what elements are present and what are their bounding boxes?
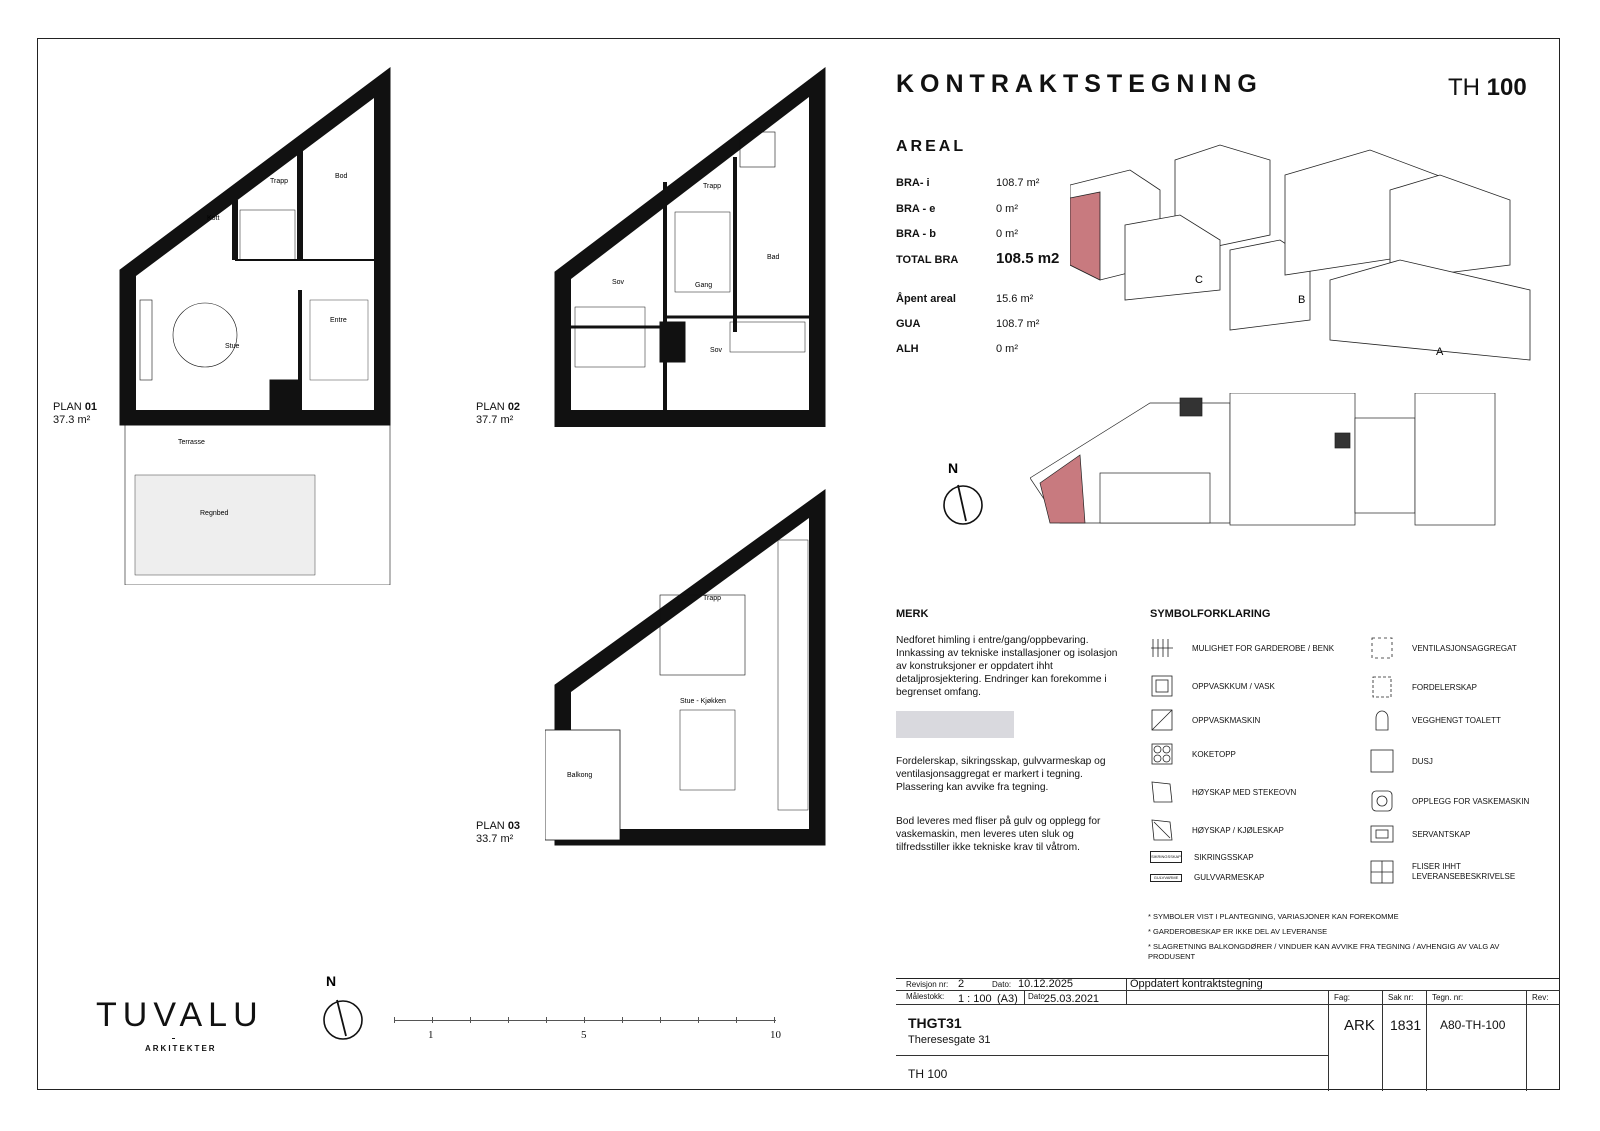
areal-value-total: 108.5 m2	[996, 250, 1060, 267]
room-label: Bad	[767, 254, 780, 261]
areal-value-bra-b: 0 m²	[996, 228, 1018, 240]
compass-plan-icon	[318, 966, 368, 1046]
drawing-number: A80-TH-100	[1440, 1018, 1506, 1032]
unit-label: TH 100	[908, 1067, 948, 1081]
note-3: * SLAGRETNING BALKONGDØRER / VINDUER KAN AVVIKE FRA TEGNING / AVHENGIG AV VALG AV PRODUSENT	[1148, 942, 1500, 961]
cooktop-icon	[1150, 742, 1174, 766]
project-code: THGT31	[908, 1015, 962, 1031]
symbol-tiles: FLISER IHHT LEVERANSEBESKRIVELSE	[1370, 860, 1522, 884]
sheet-number: TH 100	[1448, 74, 1527, 101]
isometric-view	[1070, 140, 1540, 380]
areal-value-bra-e: 0 m²	[996, 203, 1018, 215]
washer-icon	[1370, 789, 1394, 813]
symbol-fridge-cabinet: HØYSKAP / KJØLESKAP	[1150, 818, 1284, 842]
scale-label-1: 1	[428, 1029, 434, 1041]
wardrobe-icon	[1150, 636, 1174, 660]
sink-icon	[1150, 674, 1174, 698]
areal-value-apent: 15.6 m²	[996, 293, 1034, 305]
room-label: Trapp	[270, 178, 289, 185]
areal-label-bra-b: BRA - b	[896, 228, 936, 240]
building-label-b: B	[1298, 294, 1306, 306]
areal-value-bra-i: 108.7 m²	[996, 177, 1040, 189]
logo-divider	[172, 1038, 175, 1039]
dishwasher-icon	[1150, 708, 1174, 732]
areal-label-bra-i: BRA- i	[896, 177, 930, 189]
project-address: Theresesgate 31	[908, 1034, 991, 1046]
oven-cabinet-icon	[1150, 780, 1174, 804]
floor-plan-02	[545, 62, 830, 427]
north-label: N	[948, 460, 959, 476]
areal-value-gua: 108.7 m²	[996, 318, 1040, 330]
areal-value-alh: 0 m²	[996, 343, 1018, 355]
room-label: Trapp	[703, 183, 722, 190]
areal-label-alh: ALH	[896, 343, 919, 355]
tuvalu-logo: TUVALU	[96, 996, 264, 1034]
scale-ticks	[394, 1017, 776, 1023]
room-label: Gang	[695, 282, 713, 289]
logo-subtitle: ARKITEKTER	[145, 1044, 217, 1053]
ceiling-legend-swatch	[896, 711, 1014, 738]
case-number: 1831	[1390, 1017, 1422, 1033]
revision-date: 10.12.2025	[1018, 978, 1074, 990]
building-label-c: C	[1195, 274, 1203, 286]
symbol-cooktop: KOKETOPP	[1150, 742, 1236, 766]
symbol-shower: DUSJ	[1370, 749, 1433, 773]
room-label: Terrasse	[178, 439, 205, 446]
note-2: * GARDEROBESKAP ER IKKE DEL AV LEVERANSE	[1148, 927, 1328, 936]
symbol-vanity: SERVANTSKAP	[1370, 822, 1470, 846]
building-label-a: A	[1436, 346, 1444, 358]
symbol-washer: OPPLEGG FOR VASKEMASKIN	[1370, 789, 1529, 813]
shower-icon	[1370, 749, 1394, 773]
page-title: KONTRAKTSTEGNING	[896, 70, 1263, 98]
room-label: Bod	[335, 173, 348, 180]
room-label: Stue	[225, 343, 240, 350]
symbol-oven-cabinet: HØYSKAP MED STEKEOVN	[1150, 780, 1296, 804]
areal-label-apent: Åpent areal	[896, 293, 956, 305]
areal-label-gua: GUA	[896, 318, 921, 330]
merk-paragraph-1: Nedforet himling i entre/gang/oppbevaring. Innkassing av tekniske installasjoner og isolasjon av konstruksjoner er oppdatert ihht detaljprosjektering. Endringer kan forekomme i begrenset omfang.	[896, 635, 1118, 698]
tiles-icon	[1370, 860, 1394, 884]
plan-03-label: PLAN 03 33.7 m²	[476, 820, 521, 845]
floor-plan-01	[110, 60, 400, 585]
vanity-icon	[1370, 822, 1394, 846]
areal-label-bra-e: BRA - e	[896, 203, 936, 215]
merk-paragraph-3: Bod leveres med fliser på gulv og opplegg for vaskemaskin, men leveres uten sluk og tilfredsstiller ikke tekniske krav til våtrom.	[896, 816, 1101, 853]
scale-label-5: 5	[581, 1029, 587, 1041]
revision-description: Oppdatert kontraktstegning	[1130, 978, 1263, 990]
symbol-fuse-box: SIKRINGSSKAP SIKRINGSSKAP	[1151, 852, 1254, 862]
compass-site-icon	[938, 455, 988, 530]
room-label: Entre	[330, 317, 347, 324]
room-label: Stue - Kjøkken	[680, 698, 726, 705]
note-1: * SYMBOLER VIST I PLANTEGNING, VARIASJONER KAN FOREKOMME	[1148, 912, 1399, 921]
drawing-date: 25.03.2021	[1044, 993, 1100, 1005]
areal-label-total: TOTAL BRA	[896, 254, 959, 266]
symbol-ventilation: VENTILASJONSAGGREGAT	[1370, 636, 1517, 660]
room-label: Sov	[612, 279, 625, 286]
symbol-toilet: VEGGHENGT TOALETT	[1370, 708, 1501, 732]
revision-number: 2	[958, 978, 965, 990]
room-label: Balkong	[567, 772, 593, 779]
merk-heading: MERK	[896, 608, 929, 620]
areal-heading: AREAL	[896, 138, 967, 155]
symbol-dishwasher: OPPVASKMASKIN	[1150, 708, 1260, 732]
title-block: Revisjon nr: 2 Dato: 10.12.2025 Oppdatert kontraktstegning Målestokk: 1 : 100 (A3) Dato 25.03.2021 Fag: ARK Sak nr: 1831 Tegn. nr: A80-TH-100 Rev: THGT31 Theresesgate 31 TH 100	[896, 978, 1560, 1090]
floor-heating-icon: GULVVARME	[1150, 874, 1182, 882]
merk-paragraph-2: Fordelerskap, sikringsskap, gulvvarmeskap og ventilasjonsaggregat er markert i tegning. Plassering kan avvike fra tegning.	[896, 756, 1106, 793]
toilet-icon	[1370, 708, 1394, 732]
symbol-wardrobe: MULIGHET FOR GARDEROBE / BENK	[1150, 636, 1334, 660]
site-plan	[1030, 393, 1500, 538]
plan-02-label: PLAN 02 37.7 m²	[476, 401, 521, 426]
room-label: Kott	[207, 215, 220, 222]
symbol-sink: OPPVASKKUM / VASK	[1150, 674, 1275, 698]
fuse-box-icon: SIKRINGSSKAP	[1150, 851, 1182, 863]
plan-01-label: PLAN 01 37.3 m²	[53, 401, 98, 426]
room-label: Sov	[710, 347, 723, 354]
north-label: N	[326, 973, 337, 989]
room-label: Regnbed	[200, 510, 229, 517]
scale-label-10: 10	[770, 1029, 781, 1041]
ventilation-icon	[1370, 636, 1394, 660]
discipline: ARK	[1344, 1017, 1375, 1034]
fridge-cabinet-icon	[1150, 818, 1174, 842]
room-label: Trapp	[703, 595, 722, 602]
distributor-icon	[1370, 675, 1394, 699]
symbol-distributor: FORDELERSKAP	[1370, 675, 1477, 699]
floor-plan-03	[545, 485, 830, 850]
scale-value: 1 : 100	[958, 993, 992, 1005]
symbol-floor-heating: GULVVARME GULVVARMESKAP	[1150, 873, 1264, 882]
symbols-heading: SYMBOLFORKLARING	[1150, 608, 1271, 620]
